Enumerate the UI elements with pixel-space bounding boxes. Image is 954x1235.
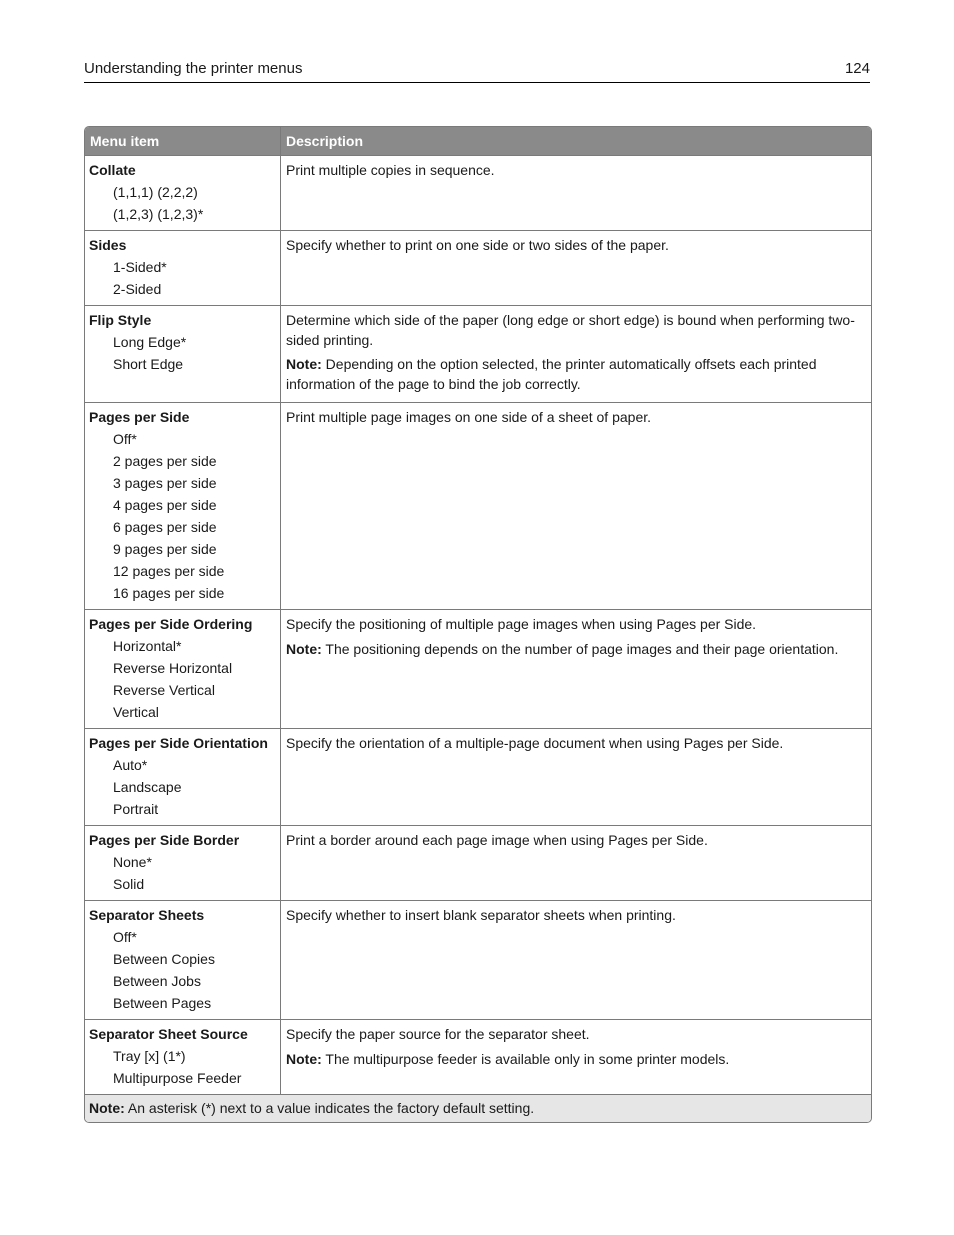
note-text: The multipurpose feeder is available only in some printer models. [325, 1050, 730, 1067]
description-text: Specify whether to print on one side or two sides of the paper. [286, 237, 669, 253]
menu-item-option: Between Copies [113, 951, 215, 967]
menu-item-option: None* [113, 854, 152, 870]
menu-item-cell [85, 156, 281, 230]
menu-item-option: 6 pages per side [113, 519, 217, 535]
menu-item-cell [85, 826, 281, 900]
menu-item-title: Pages per Side Orientation [89, 735, 268, 751]
menu-item-title: Separator Sheets [89, 907, 205, 923]
menu-item-option: Vertical [113, 704, 159, 720]
menu-item-title: Pages per Side Border [89, 832, 240, 848]
description-cell [281, 1020, 871, 1094]
page-title: Understanding the printer menus [84, 60, 303, 77]
table-row [85, 900, 871, 1019]
menu-item-option: (1,2,3) (1,2,3)* [113, 206, 204, 222]
table-row [85, 728, 871, 825]
description-cell [281, 729, 871, 825]
note-label: Note: [286, 356, 322, 372]
menu-item-option: 4 pages per side [113, 497, 217, 513]
description-cell [281, 231, 871, 305]
menu-item-option: Off* [113, 431, 137, 447]
menu-item-option: Multipurpose Feeder [113, 1070, 242, 1086]
table-row [85, 230, 871, 305]
description-text: Determine which side of the paper (long edge or short edge) is bound when performing two-sided printing. [286, 312, 855, 348]
description-text: Specify whether to insert blank separator sheets when printing. [286, 907, 676, 923]
description-cell [281, 610, 871, 728]
table-row [85, 155, 871, 230]
menu-item-option: 16 pages per side [113, 585, 225, 601]
menu-item-option: Between Jobs [113, 973, 201, 989]
menu-item-title: Pages per Side [89, 409, 190, 425]
menu-item-option: Auto* [113, 757, 148, 773]
menu-item-option: Reverse Horizontal [113, 660, 233, 676]
description-cell [281, 826, 871, 900]
menu-item-option: 9 pages per side [113, 541, 217, 557]
menu-item-option: Solid [113, 876, 145, 892]
menu-item-option: 12 pages per side [113, 563, 225, 579]
table-row [85, 1019, 871, 1094]
menu-item-title: Collate [89, 162, 136, 178]
footer-note-label: Note: [89, 1100, 125, 1116]
description-cell [281, 306, 871, 402]
table-footer-note [85, 1094, 871, 1122]
description-cell [281, 156, 871, 230]
table-row [85, 402, 871, 609]
menu-item-option: (1,1,1) (2,2,2) [113, 184, 198, 200]
menu-item-title: Separator Sheet Source [89, 1026, 248, 1042]
menu-item-option: Landscape [113, 779, 182, 795]
menu-item-option: Short Edge [113, 356, 184, 372]
menu-item-title: Pages per Side Ordering [89, 616, 253, 632]
description-text: Print multiple page images on one side of a sheet of paper. [286, 409, 652, 425]
menu-item-cell [85, 901, 281, 1019]
table-body [85, 155, 871, 1094]
menu-item-title: Sides [89, 237, 127, 253]
description-cell [281, 403, 871, 609]
menu-item-option: Reverse Vertical [113, 682, 215, 698]
description-text: Print a border around each page image when using Pages per Side. [286, 832, 708, 848]
menu-item-option: Horizontal* [113, 638, 182, 654]
menu-item-option: 3 pages per side [113, 475, 217, 491]
menu-item-cell [85, 231, 281, 305]
table-header-row [85, 127, 871, 155]
description-text: Specify the paper source for the separator sheet. [286, 1026, 590, 1042]
menu-item-cell [85, 403, 281, 609]
description-note [286, 355, 865, 394]
description-text: Specify the orientation of a multiple-page document when using Pages per Side. [286, 735, 784, 751]
page-header [84, 60, 870, 83]
menu-item-option: Portrait [113, 801, 159, 817]
menu-item-option: Between Pages [113, 995, 212, 1011]
note-label: Note: [286, 640, 322, 657]
description-note [286, 1050, 865, 1070]
menu-item-cell [85, 610, 281, 728]
note-text: The positioning depends on the number of page images and their page orientation. [325, 640, 839, 657]
note-text: Depending on the option selected, the printer automatically offsets each printed information of the page to bind the job correctly. [286, 356, 817, 392]
menu-item-option: Long Edge* [113, 334, 187, 350]
footer-note-text: An asterisk (*) next to a value indicates the factory default setting. [127, 1100, 535, 1116]
table-row [85, 305, 871, 402]
column-header-description: Description [286, 133, 364, 149]
menu-item-cell [85, 306, 281, 402]
menu-item-cell [85, 729, 281, 825]
menu-item-option: Off* [113, 929, 137, 945]
description-text: Print multiple copies in sequence. [286, 162, 495, 178]
menu-item-option: 2 pages per side [113, 453, 217, 469]
menu-item-option: Tray [x] (1*) [113, 1048, 186, 1064]
description-cell [281, 901, 871, 1019]
menu-table [84, 126, 872, 1123]
note-label: Note: [286, 1050, 322, 1067]
table-row [85, 609, 871, 728]
menu-item-title: Flip Style [89, 312, 152, 328]
table-row [85, 825, 871, 900]
menu-item-option: 2-Sided [113, 281, 162, 297]
column-header-menu-item: Menu item [85, 127, 281, 155]
menu-item-cell [85, 1020, 281, 1094]
page-number: 124 [844, 60, 870, 77]
description-note [286, 640, 865, 660]
menu-item-option: 1-Sided* [113, 259, 167, 275]
description-text: Specify the positioning of multiple page images when using Pages per Side. [286, 616, 757, 632]
